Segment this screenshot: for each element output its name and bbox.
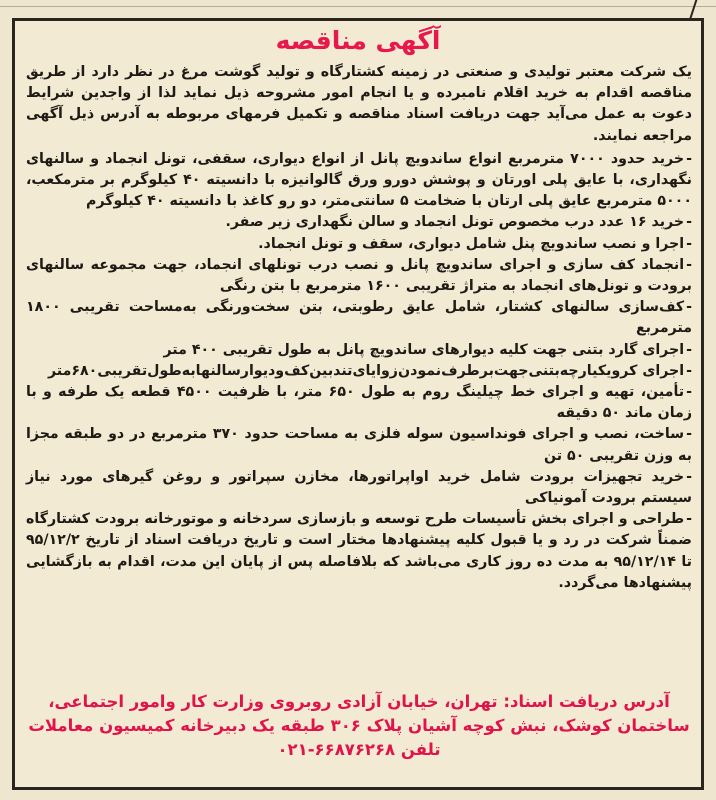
list-item: - خرید ۱۶ عدد درب مخصوص تونل انجماد و سالن نگهداری زیر صفر. bbox=[26, 212, 692, 233]
list-item: - خرید حدود ۷۰۰۰ مترمربع انواع ساندویچ پانل از انواع دیواری، سقفی، تونل انجماد و سالنهای نگهداری، با عایق پلی اورتان و پوشش دورو ورق گالوانیزه با دانسیته ۴۰ کیلوگرم بر مترمکعب، ۵۰۰۰ مترمربع عایق پلی ارتان با ضخامت ۵ سانتی‌متر، دو رو کاغذ با دانسیته ۴۰ کیلوگرم bbox=[26, 149, 692, 213]
notice-title: آگهی مناقصه bbox=[275, 26, 441, 55]
intro-paragraph: یک شرکت معتبر تولیدی و صنعتی در زمینه کشتارگاه و تولید گوشت مرغ در نظر دارد از طریق مناقصه اقدام به خرید اقلام نامبرده و یا انجام امور مشروحه ذیل نماید لذا از واجدین شرایط دعوت به عمل می‌آید جهت دریافت اسناد مناقصه و تکمیل فرمهای مربوطه به آدرس ذیل آگهی مراجعه نمایند. bbox=[26, 64, 692, 144]
list-item: - کف‌سازی سالنهای کشتار، شامل عایق رطوبتی، بتن سخت‌ورنگی به‌مساحت تقریبی ۱۸۰۰ مترمربع bbox=[26, 297, 692, 339]
list-item: - اجرا و نصب ساندویچ پنل شامل دیواری، سقف و تونل انجماد. bbox=[26, 234, 692, 255]
list-item: - اجرای گارد بتنی جهت کلیه دیوارهای ساندویچ پانل به طول تقریبی ۴۰۰ متر bbox=[26, 340, 692, 361]
top-rule bbox=[0, 6, 716, 7]
list-item: - اجرای کرویکیارچه‌بتنی‌جهت‌برطرف‌نمودن‌زوایای‌تندبین‌کف‌ودیوار‌سالنهابه‌طول‌تقریبی۶۸۰متر bbox=[26, 361, 692, 382]
title-wrap bbox=[0, 26, 716, 55]
list-item: - انجماد کف سازی و اجرای ساندویچ پانل و نصب درب تونلهای انجماد، جهت مجموعه سالنهای برودت و تونل‌های انجماد به متراژ تقریبی ۱۶۰۰ مترمربع با بتن رنگی bbox=[26, 255, 692, 297]
list-item: - ساخت، نصب و اجرای فونداسیون سوله فلزی به مساحت حدود ۳۷۰ مترمربع در دو طبقه مجزا به وزن تقریبی ۵۰ تن bbox=[26, 424, 692, 466]
list-item: - طراحی و اجرای بخش تأسیسات طرح توسعه و بازسازی سردخانه و موتورخانه برودت کشتارگاه ضمناً شرکت در رد و یا قبول کلیه پیشنهادها مختار است و تاریخ دریافت اسناد از تاریخ ۹۵/۱۲/۲ تا ۹۵/۱۲/۱۴ به مدت ده روز کاری می‌باشد که بلافاصله پس از پایان این مدت، اقدام به بازگشایی پیشنهادها می‌گردد. bbox=[26, 509, 692, 594]
list-item: - خرید تجهیزات برودت شامل خرید اواپراتورها، مخازن سپراتور و روغن گیرهای مورد نیاز سیستم برودت آمونیاکی bbox=[26, 467, 692, 509]
address-block: آدرس دریافت اسناد: تهران، خیابان آزادی روبروی وزارت کار وامور اجتماعی، ساختمان کوشک، نبش کوچه آشیان پلاک ۳۰۶ طبقه یک دبیرخانه کمیسیون معاملات تلفن ۶۶۸۷۶۲۶۸-۰۲۱ bbox=[28, 692, 690, 759]
list-item: - تأمین، تهیه و اجرای خط چیلینگ روم به طول ۶۵۰ متر، با ظرفیت ۴۵۰۰ قطعه یک طرفه و با زمان ماند ۵۰ دقیقه bbox=[26, 382, 692, 424]
notice-body bbox=[26, 62, 692, 594]
